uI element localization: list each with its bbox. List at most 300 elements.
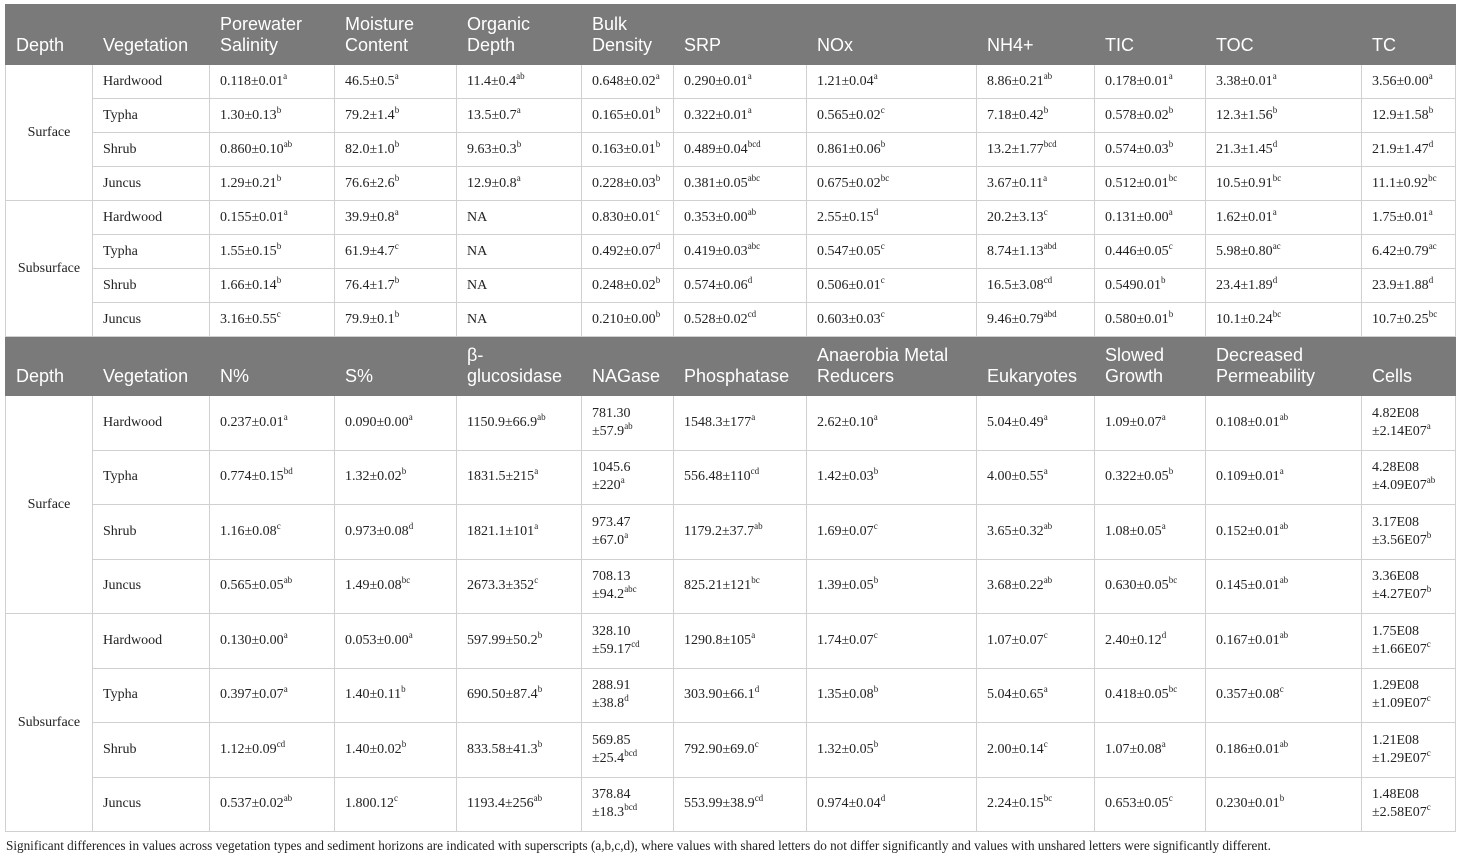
significance-superscript: a bbox=[1161, 738, 1166, 749]
significance-superscript: bc bbox=[880, 172, 890, 183]
significance-superscript: a bbox=[534, 466, 539, 477]
significance-superscript: a bbox=[408, 629, 413, 640]
value-cell bbox=[1206, 133, 1362, 167]
value-cell bbox=[335, 396, 457, 451]
value-cell bbox=[582, 167, 674, 201]
value-cell bbox=[335, 303, 457, 337]
value-text: 3.17E08 bbox=[1372, 514, 1420, 530]
value-cell bbox=[977, 99, 1095, 133]
value-text: 1.75E08 bbox=[1372, 623, 1420, 639]
significance-superscript: a bbox=[624, 529, 629, 540]
significance-superscript: ab bbox=[1279, 575, 1289, 586]
value-text: 8.74±1.13 bbox=[987, 243, 1044, 259]
value-text: 10.7±0.25 bbox=[1372, 311, 1429, 327]
value-cell bbox=[210, 723, 335, 778]
value-cell bbox=[1362, 450, 1456, 505]
significance-superscript: c bbox=[1168, 793, 1173, 804]
significance-superscript: bc bbox=[1428, 308, 1438, 319]
value-cell bbox=[335, 505, 457, 560]
value-cell bbox=[335, 723, 457, 778]
value-cell bbox=[977, 235, 1095, 269]
significance-superscript: ab bbox=[516, 70, 525, 81]
value-text: NA bbox=[467, 243, 488, 259]
significance-superscript: bc bbox=[1428, 172, 1437, 183]
value-text: 0.165±0.01 bbox=[592, 107, 656, 123]
value-text: 1.75±0.01 bbox=[1372, 209, 1429, 225]
significance-superscript: c bbox=[1043, 738, 1048, 749]
value-cell bbox=[1095, 201, 1206, 235]
value-cell bbox=[210, 559, 335, 614]
value-text: NA bbox=[467, 209, 488, 225]
value-text: 79.2±1.4 bbox=[345, 107, 395, 123]
value-cell bbox=[674, 723, 807, 778]
value-cell bbox=[977, 133, 1095, 167]
significance-superscript: b bbox=[873, 466, 879, 477]
value-text: 1831.5±215 bbox=[467, 469, 535, 485]
value-cell bbox=[1095, 167, 1206, 201]
table-row bbox=[6, 505, 1456, 560]
significance-superscript: ab bbox=[1279, 411, 1289, 422]
value-text: 0.860±0.10 bbox=[220, 141, 284, 157]
significance-superscript: c bbox=[394, 240, 399, 251]
value-cell bbox=[1206, 668, 1362, 723]
significance-superscript: ab bbox=[1426, 475, 1436, 486]
significance-superscript: a bbox=[620, 475, 625, 486]
value-text: 46.5±0.5 bbox=[345, 73, 395, 89]
column-header: Bulk Density bbox=[582, 5, 674, 65]
value-cell bbox=[1095, 723, 1206, 778]
significance-superscript: d bbox=[1161, 629, 1167, 640]
significance-superscript: abc bbox=[747, 172, 761, 183]
value-cell bbox=[210, 65, 335, 99]
value-cell bbox=[457, 201, 582, 235]
significance-superscript: a bbox=[283, 684, 288, 695]
value-text: 1045.6 bbox=[592, 460, 631, 476]
value-text: 0.163±0.01 bbox=[592, 141, 656, 157]
significance-superscript: a bbox=[1168, 206, 1173, 217]
value-cell bbox=[674, 450, 807, 505]
value-cell bbox=[807, 668, 977, 723]
value-cell bbox=[674, 235, 807, 269]
column-header: NH4+ bbox=[977, 5, 1095, 65]
value-text: 4.00±0.55 bbox=[987, 469, 1044, 485]
value-cell bbox=[1362, 167, 1456, 201]
value-text: 833.58±41.3 bbox=[467, 741, 538, 757]
value-text: 0.357±0.08 bbox=[1216, 687, 1280, 703]
value-error: ±2.58E07 bbox=[1372, 805, 1427, 821]
significance-superscript: c bbox=[1426, 638, 1431, 649]
value-text: 7.18±0.42 bbox=[987, 107, 1044, 123]
value-text: 0.152±0.01 bbox=[1216, 523, 1280, 539]
value-text: 597.99±50.2 bbox=[467, 632, 538, 648]
significance-superscript: a bbox=[1043, 172, 1048, 183]
vegetation-cell: Typha bbox=[93, 99, 210, 133]
value-error: ±4.27E07 bbox=[1372, 587, 1427, 603]
significance-superscript: c bbox=[880, 104, 885, 115]
significance-superscript: b bbox=[1168, 138, 1174, 149]
value-cell bbox=[1095, 777, 1206, 832]
value-cell bbox=[335, 99, 457, 133]
value-text: 0.547±0.05 bbox=[817, 243, 881, 259]
value-cell bbox=[674, 777, 807, 832]
significance-superscript: bc bbox=[1168, 172, 1178, 183]
significance-superscript: c bbox=[394, 793, 398, 804]
significance-superscript: b bbox=[1168, 308, 1174, 319]
value-cell bbox=[582, 668, 674, 723]
value-cell bbox=[582, 450, 674, 505]
value-cell bbox=[674, 133, 807, 167]
column-header: Anaerobia Metal Reducers bbox=[807, 337, 977, 396]
significance-superscript: bcd bbox=[747, 138, 761, 149]
value-text: 1.16±0.08 bbox=[220, 523, 277, 539]
significance-superscript: bcd bbox=[1043, 138, 1057, 149]
value-text: 1290.8±105 bbox=[684, 632, 752, 648]
value-cell bbox=[582, 235, 674, 269]
value-text: 13.2±1.77 bbox=[987, 141, 1044, 157]
significance-superscript: bcd bbox=[624, 747, 638, 758]
significance-superscript: ab bbox=[1279, 738, 1289, 749]
value-cell bbox=[1095, 65, 1206, 99]
significance-superscript: c bbox=[276, 308, 281, 319]
significance-superscript: ab bbox=[1279, 629, 1289, 640]
value-text: 0.973±0.08 bbox=[345, 523, 409, 539]
significance-superscript: cd bbox=[750, 466, 760, 477]
significance-superscript: b bbox=[1161, 274, 1166, 285]
significance-superscript: b bbox=[1272, 104, 1278, 115]
significance-superscript: a bbox=[1272, 206, 1277, 217]
value-error: ±1.29E07 bbox=[1372, 750, 1427, 766]
value-cell bbox=[1362, 201, 1456, 235]
significance-superscript: a bbox=[1428, 206, 1433, 217]
value-text: 1.30±0.13 bbox=[220, 107, 277, 123]
value-cell bbox=[210, 396, 335, 451]
value-text: 825.21±121 bbox=[684, 578, 752, 594]
value-text: 39.9±0.8 bbox=[345, 209, 395, 225]
value-text: 0.322±0.05 bbox=[1105, 469, 1169, 485]
value-text: 708.13 bbox=[592, 569, 631, 585]
value-cell bbox=[210, 303, 335, 337]
vegetation-cell: Shrub bbox=[93, 133, 210, 167]
value-cell bbox=[335, 133, 457, 167]
significance-superscript: b bbox=[655, 274, 661, 285]
value-cell bbox=[1206, 269, 1362, 303]
vegetation-cell: Hardwood bbox=[93, 614, 210, 669]
value-cell bbox=[457, 396, 582, 451]
value-text: 781.30 bbox=[592, 405, 631, 421]
significance-superscript: d bbox=[1428, 138, 1434, 149]
value-cell bbox=[807, 559, 977, 614]
significance-superscript: a bbox=[1043, 466, 1048, 477]
value-cell bbox=[1362, 396, 1456, 451]
significance-superscript: a bbox=[516, 104, 521, 115]
significance-superscript: a bbox=[1161, 520, 1166, 531]
value-cell bbox=[1095, 505, 1206, 560]
value-text: 9.63±0.3 bbox=[467, 141, 517, 157]
value-cell bbox=[807, 269, 977, 303]
value-text: 1.42±0.03 bbox=[817, 469, 874, 485]
significance-superscript: b bbox=[1043, 104, 1049, 115]
value-cell bbox=[210, 269, 335, 303]
value-text: 1.40±0.02 bbox=[345, 741, 402, 757]
significance-superscript: c bbox=[880, 308, 885, 319]
value-cell bbox=[1095, 614, 1206, 669]
value-error: ±25.4 bbox=[592, 750, 625, 766]
value-text: 3.56±0.00 bbox=[1372, 73, 1429, 89]
significance-superscript: ab bbox=[537, 411, 546, 422]
value-cell bbox=[1362, 614, 1456, 669]
value-text: 1.66±0.14 bbox=[220, 277, 277, 293]
value-text: 1.07±0.08 bbox=[1105, 741, 1162, 757]
value-text: 1.40±0.11 bbox=[345, 687, 402, 703]
value-text: 3.36E08 bbox=[1372, 569, 1420, 585]
value-text: 1.32±0.05 bbox=[817, 741, 874, 757]
value-cell bbox=[335, 65, 457, 99]
significance-superscript: a bbox=[283, 411, 288, 422]
column-header: S% bbox=[335, 337, 457, 396]
value-cell bbox=[807, 235, 977, 269]
significance-superscript: a bbox=[747, 104, 752, 115]
significance-superscript: b bbox=[1279, 793, 1285, 804]
significance-superscript: d bbox=[408, 520, 414, 531]
value-cell bbox=[1362, 65, 1456, 99]
value-text: 553.99±38.9 bbox=[684, 796, 755, 812]
significance-superscript: bc bbox=[1043, 793, 1053, 804]
value-text: 23.4±1.89 bbox=[1216, 277, 1273, 293]
value-cell bbox=[674, 396, 807, 451]
value-error: ±67.0 bbox=[592, 532, 625, 548]
value-cell bbox=[1362, 99, 1456, 133]
value-text: 2.24±0.15 bbox=[987, 796, 1044, 812]
value-cell bbox=[977, 201, 1095, 235]
significance-superscript: d bbox=[880, 793, 886, 804]
value-cell bbox=[807, 201, 977, 235]
value-text: 0.397±0.07 bbox=[220, 687, 284, 703]
significance-superscript: c bbox=[534, 575, 539, 586]
value-text: 0.5490.01 bbox=[1105, 277, 1161, 293]
significance-superscript: c bbox=[880, 240, 885, 251]
significance-superscript: d bbox=[655, 240, 661, 251]
significance-superscript: a bbox=[747, 70, 752, 81]
significance-superscript: d bbox=[1272, 274, 1278, 285]
significance-superscript: a bbox=[1272, 70, 1277, 81]
significance-superscript: ab bbox=[533, 793, 543, 804]
value-cell bbox=[457, 723, 582, 778]
value-text: 21.9±1.47 bbox=[1372, 141, 1429, 157]
value-text: 0.565±0.02 bbox=[817, 107, 881, 123]
value-text: 1.09±0.07 bbox=[1105, 414, 1162, 430]
value-text: 0.210±0.00 bbox=[592, 311, 656, 327]
significance-superscript: a bbox=[283, 629, 288, 640]
column-header: Vegetation bbox=[93, 337, 210, 396]
significance-superscript: a bbox=[534, 520, 539, 531]
value-text: 0.974±0.04 bbox=[817, 796, 881, 812]
value-error: ±1.09E07 bbox=[1372, 696, 1427, 712]
significance-superscript: b bbox=[655, 172, 661, 183]
significance-superscript: ab bbox=[747, 206, 757, 217]
value-cell bbox=[582, 133, 674, 167]
value-cell bbox=[807, 777, 977, 832]
value-cell bbox=[977, 777, 1095, 832]
significance-superscript: a bbox=[516, 172, 521, 183]
value-text: 12.9±0.8 bbox=[467, 175, 517, 191]
value-text: 0.186±0.01 bbox=[1216, 741, 1280, 757]
value-cell bbox=[977, 668, 1095, 723]
value-text: 0.118±0.01 bbox=[220, 73, 284, 89]
significance-superscript: d bbox=[624, 693, 629, 704]
value-text: 1.12±0.09 bbox=[220, 741, 277, 757]
significance-superscript: c bbox=[873, 629, 878, 640]
value-cell bbox=[1362, 668, 1456, 723]
value-cell bbox=[457, 303, 582, 337]
significance-superscript: c bbox=[1043, 206, 1048, 217]
table-footnote: Significant differences in values across vegetation types and sediment horizons are indicated with superscripts (a,b,c,d), where values with shared letters do not differ significantly and values with unshared letters were significantly different. bbox=[6, 838, 1271, 853]
value-cell bbox=[210, 133, 335, 167]
value-cell bbox=[1095, 133, 1206, 167]
significance-superscript: d bbox=[747, 274, 753, 285]
value-cell bbox=[977, 167, 1095, 201]
value-cell bbox=[457, 614, 582, 669]
value-cell bbox=[977, 505, 1095, 560]
value-cell bbox=[457, 133, 582, 167]
column-header: Depth bbox=[6, 5, 93, 65]
value-text: 11.1±0.92 bbox=[1372, 175, 1429, 191]
column-header: NAGase bbox=[582, 337, 674, 396]
value-text: 0.489±0.04 bbox=[684, 141, 748, 157]
significance-superscript: a bbox=[1279, 466, 1284, 477]
significance-superscript: bd bbox=[283, 466, 293, 477]
value-text: 12.9±1.58 bbox=[1372, 107, 1429, 123]
value-cell bbox=[457, 167, 582, 201]
value-text: 0.053±0.00 bbox=[345, 632, 409, 648]
depth-cell: Subsurface bbox=[6, 201, 93, 337]
vegetation-cell: Shrub bbox=[93, 269, 210, 303]
significance-superscript: abd bbox=[1043, 240, 1057, 251]
column-header: Depth bbox=[6, 337, 93, 396]
value-text: 0.353±0.00 bbox=[684, 209, 748, 225]
vegetation-cell: Hardwood bbox=[93, 201, 210, 235]
column-header: Phosphatase bbox=[674, 337, 807, 396]
significance-superscript: a bbox=[655, 70, 660, 81]
value-text: 792.90±69.0 bbox=[684, 741, 755, 757]
value-cell bbox=[582, 201, 674, 235]
header-row bbox=[6, 5, 1456, 65]
table-row bbox=[6, 167, 1456, 201]
value-cell bbox=[807, 167, 977, 201]
significance-superscript: b bbox=[1428, 104, 1434, 115]
value-cell bbox=[1362, 723, 1456, 778]
value-cell bbox=[335, 559, 457, 614]
column-header: Organic Depth bbox=[457, 5, 582, 65]
value-cell bbox=[977, 614, 1095, 669]
vegetation-cell: Shrub bbox=[93, 723, 210, 778]
value-cell bbox=[582, 65, 674, 99]
significance-superscript: a bbox=[283, 70, 288, 81]
value-text: 1.39±0.05 bbox=[817, 578, 874, 594]
value-error: ±59.17 bbox=[592, 641, 632, 657]
value-cell bbox=[674, 65, 807, 99]
column-header: β-glucosidase bbox=[457, 337, 582, 396]
value-cell bbox=[977, 723, 1095, 778]
value-text: 328.10 bbox=[592, 623, 631, 639]
value-text: 10.5±0.91 bbox=[1216, 175, 1273, 191]
value-text: 0.131±0.00 bbox=[1105, 209, 1169, 225]
value-text: 0.130±0.00 bbox=[220, 632, 284, 648]
column-header: SRP bbox=[674, 5, 807, 65]
value-cell bbox=[210, 777, 335, 832]
significance-superscript: b bbox=[537, 738, 543, 749]
vegetation-cell: Typha bbox=[93, 450, 210, 505]
value-text: 1.69±0.07 bbox=[817, 523, 874, 539]
significance-superscript: d bbox=[1272, 138, 1278, 149]
value-cell bbox=[807, 723, 977, 778]
value-text: 288.91 bbox=[592, 678, 631, 694]
value-cell bbox=[1095, 668, 1206, 723]
value-text: 1.55±0.15 bbox=[220, 243, 277, 259]
significance-superscript: cd bbox=[631, 638, 640, 649]
table-row bbox=[6, 777, 1456, 832]
table-row bbox=[6, 559, 1456, 614]
value-text: 556.48±110 bbox=[684, 469, 751, 485]
significance-superscript: b bbox=[1168, 104, 1174, 115]
value-text: 2.55±0.15 bbox=[817, 209, 874, 225]
value-text: 5.04±0.49 bbox=[987, 414, 1044, 430]
value-error: ±2.14E07 bbox=[1372, 423, 1427, 439]
value-text: 569.85 bbox=[592, 732, 631, 748]
value-cell bbox=[977, 269, 1095, 303]
significance-superscript: bc bbox=[1168, 684, 1178, 695]
value-text: 2.62±0.10 bbox=[817, 414, 874, 430]
significance-superscript: ab bbox=[1043, 70, 1053, 81]
significance-superscript: b bbox=[516, 138, 522, 149]
value-text: 1.62±0.01 bbox=[1216, 209, 1273, 225]
value-text: 0.418±0.05 bbox=[1105, 687, 1169, 703]
significance-superscript: b bbox=[401, 738, 407, 749]
table-row bbox=[6, 99, 1456, 133]
value-text: 1.32±0.02 bbox=[345, 469, 402, 485]
significance-superscript: b bbox=[873, 684, 879, 695]
vegetation-cell: Hardwood bbox=[93, 396, 210, 451]
significance-superscript: c bbox=[880, 274, 885, 285]
value-text: 0.237±0.01 bbox=[220, 414, 284, 430]
value-cell bbox=[674, 668, 807, 723]
significance-superscript: b bbox=[276, 274, 282, 285]
value-cell bbox=[1362, 303, 1456, 337]
value-text: 0.675±0.02 bbox=[817, 175, 881, 191]
table-row bbox=[6, 133, 1456, 167]
value-text: 1.74±0.07 bbox=[817, 632, 874, 648]
value-cell bbox=[210, 668, 335, 723]
value-cell bbox=[1206, 396, 1362, 451]
significance-superscript: c bbox=[276, 520, 281, 531]
value-text: 1821.1±101 bbox=[467, 523, 535, 539]
column-header: Vegetation bbox=[93, 5, 210, 65]
value-text: 2.00±0.14 bbox=[987, 741, 1044, 757]
significance-superscript: ab bbox=[1279, 520, 1289, 531]
column-header: TOC bbox=[1206, 5, 1362, 65]
value-cell bbox=[582, 303, 674, 337]
significance-superscript: a bbox=[1043, 411, 1048, 422]
significance-superscript: a bbox=[873, 411, 878, 422]
value-text: 10.1±0.24 bbox=[1216, 311, 1273, 327]
value-cell bbox=[335, 450, 457, 505]
value-text: 1193.4±256 bbox=[467, 796, 534, 812]
significance-superscript: bc bbox=[401, 575, 411, 586]
value-text: 2.40±0.12 bbox=[1105, 632, 1162, 648]
significance-superscript: c bbox=[1426, 747, 1431, 758]
depth-cell: Surface bbox=[6, 65, 93, 201]
value-cell bbox=[457, 668, 582, 723]
significance-superscript: ac bbox=[1428, 240, 1437, 251]
